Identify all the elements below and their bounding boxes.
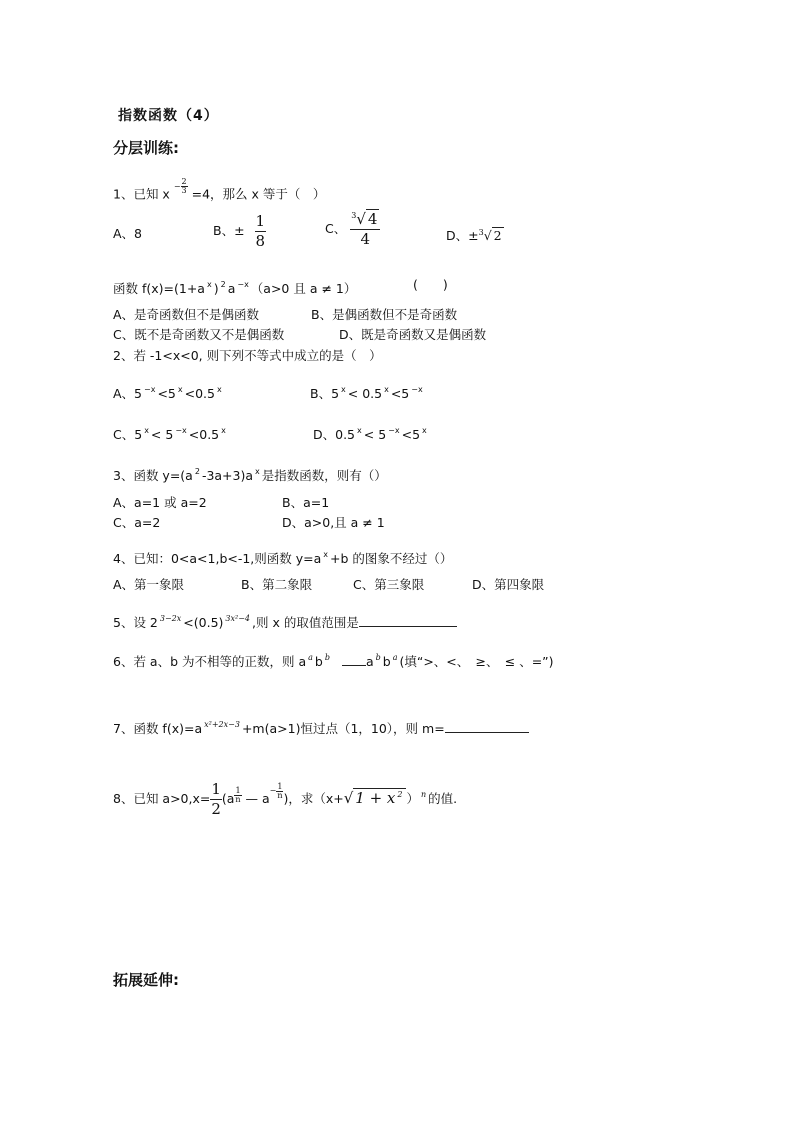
q8-exp-1	[234, 787, 241, 804]
q4-sup-x: x	[323, 550, 329, 559]
q1-prefix: 1、已知 x	[113, 186, 170, 202]
q1-exponent	[174, 178, 188, 195]
q1-c-root-index: 3	[351, 211, 357, 220]
parity-sup-2: 2	[220, 280, 226, 289]
q2-d-s1: x	[357, 426, 362, 435]
q8-rad-sup: 2	[397, 790, 403, 799]
q1-c-root: $^3$√ 4	[350, 212, 380, 230]
q1-c-label: C、	[325, 221, 347, 236]
q4-option-c: C、第三象限	[353, 577, 425, 592]
q6-stem-d: b	[382, 654, 391, 669]
q8-radicand-wrap	[353, 788, 406, 807]
q8-frac-den: 2	[211, 800, 221, 818]
q2-b-s1: x	[341, 385, 346, 394]
q4-option-b: B、第二象限	[241, 577, 313, 592]
q8-exp-2	[270, 783, 284, 800]
q2-c-s1: x	[144, 426, 149, 435]
q1-suffix: =4，那么 x 等于（ ）	[191, 186, 326, 202]
q2-option-d	[313, 423, 429, 443]
q1-b-fraction	[255, 214, 267, 249]
q1-option-a: A、8	[113, 226, 143, 241]
q4-stem-a: 4、已知：0<a<1,b<-1,则函数 y=a	[113, 551, 322, 566]
q8-stem-f: 的值.	[428, 791, 458, 806]
q8-e2-den: n	[277, 790, 283, 800]
parity-sup-negx: −x	[237, 280, 249, 289]
q1-c-radicand: 4	[367, 210, 378, 228]
q8-frac-num: 1	[211, 780, 221, 798]
q3-option-c: C、a=2	[113, 515, 161, 530]
question-parity-stem	[113, 277, 356, 297]
q2-c-s3: x	[221, 426, 226, 435]
q8-stem-d: )，求（x+	[283, 791, 344, 806]
q6-answer-blank[interactable]	[342, 652, 366, 666]
q1-d-root-index: 3	[478, 228, 484, 237]
q2-a-p1: A、5	[113, 386, 143, 401]
q2-b-p2: < 0.5	[347, 386, 383, 401]
q2-b-p3: <5	[390, 386, 410, 401]
q3-option-b: B、a=1	[282, 495, 330, 510]
q2-d-p1: D、0.5	[313, 427, 356, 442]
question-1-stem	[113, 178, 325, 203]
q2-a-s1: −x	[144, 385, 156, 394]
q2-a-p3: <0.5	[184, 386, 215, 401]
parity-option-a: A、是奇函数但不是偶函数	[113, 307, 260, 322]
q1-b-num: 1	[255, 212, 266, 230]
q8-e1-num: 1	[235, 786, 241, 795]
q8-stem-e: ）	[406, 791, 419, 806]
q5-answer-blank[interactable]	[359, 613, 457, 627]
q8-stem-a: 8、已知 a>0,x=	[113, 791, 211, 806]
q2-b-p1: B、5	[310, 386, 340, 401]
q8-radicand: 1 + x	[355, 789, 396, 807]
q1-b-label: B、±	[213, 223, 245, 238]
q6-sup-3: b	[375, 653, 381, 662]
q2-b-s2: x	[384, 385, 389, 394]
q8-sqrt: √ 1 + x $^2$	[344, 788, 407, 807]
q2-c-p1: C、5	[113, 427, 143, 442]
q7-stem-a: 7、函数 f(x)=a	[113, 721, 203, 736]
q1-exp-num: 2	[181, 177, 187, 186]
page-title: 指数函数（4）	[118, 108, 219, 124]
question-3-stem	[113, 464, 387, 484]
q2-d-p3: <5	[401, 427, 421, 442]
q2-a-p2: <5	[157, 386, 176, 401]
parity-option-b: B、是偶函数但不是奇函数	[311, 307, 458, 322]
parity-stem-d: （a>0 且 a ≠ 1）	[250, 281, 357, 296]
q1-exp-minus: −	[173, 181, 181, 191]
q7-answer-blank[interactable]	[445, 719, 529, 733]
q2-d-s2: −x	[388, 426, 400, 435]
question-2-stem: 2、若 -1<x<0, 则下列不等式中成立的是（ ）	[113, 348, 382, 363]
section-heading-layered: 分层训练:	[113, 139, 179, 157]
q4-stem-b: +b 的图象不经过（）	[330, 551, 453, 566]
q8-e2-num: 1	[277, 781, 283, 791]
q3-option-a: A、a=1 或 a=2	[113, 495, 207, 510]
q8-half-fraction	[210, 782, 222, 817]
q2-option-c	[113, 423, 228, 443]
q8-sup-n: n	[421, 790, 427, 799]
q6-stem-a: 6、若 a、b 为不相等的正数，则 a	[113, 654, 307, 669]
q1-option-d	[446, 225, 504, 244]
question-8-stem	[113, 775, 457, 819]
q3-stem-b: -3a+3)a	[201, 468, 254, 483]
q8-stem-c: — a	[245, 791, 270, 806]
q2-c-s2: −x	[175, 426, 187, 435]
q2-d-p2: < 5	[363, 427, 387, 442]
q3-stem-c: 是指数函数，则有（）	[261, 468, 387, 483]
parity-option-d: D、既是奇函数又是偶函数	[339, 327, 487, 342]
question-4-stem	[113, 547, 452, 567]
q1-d-label: D、±	[446, 228, 479, 244]
q5-stem-c: ,则 x 的取值范围是	[252, 615, 359, 630]
q2-option-a	[113, 382, 224, 402]
q6-sup-1: a	[308, 653, 313, 662]
q2-d-s3: x	[422, 426, 427, 435]
q1-exp-den: 3	[181, 186, 187, 195]
q6-sup-2: b	[324, 653, 330, 662]
parity-stem-c: a	[227, 281, 236, 296]
q6-stem-b: b	[314, 654, 323, 669]
q2-b-s3: −x	[411, 385, 423, 394]
q8-stem-b: (a	[221, 791, 235, 806]
q5-stem-b: <(0.5)	[183, 615, 224, 630]
q3-sup-x: x	[255, 467, 260, 476]
parity-answer-paren: ( )	[413, 277, 448, 292]
q6-sup-4: a	[392, 653, 398, 662]
parity-sup-x: x	[206, 280, 212, 289]
q1-d-radicand: 2	[493, 228, 502, 244]
section-heading-extension: 拓展延伸:	[113, 971, 179, 989]
q1-c-fraction	[350, 212, 380, 247]
q2-option-b	[310, 382, 425, 402]
parity-stem-a: 函数 f(x)=(1+a	[113, 281, 205, 296]
q5-sup-2: 3x²−4	[225, 614, 251, 623]
parity-option-c: C、既不是奇函数又不是偶函数	[113, 327, 285, 342]
q4-option-d: D、第四象限	[472, 577, 545, 592]
q1-option-c	[325, 212, 380, 247]
q1-c-den: 4	[360, 230, 371, 248]
parity-stem-b: )	[213, 281, 219, 296]
q2-a-s2: x	[177, 385, 183, 394]
q2-a-s3: x	[216, 385, 222, 394]
q8-e2-neg: −	[269, 786, 277, 795]
q1-b-den: 8	[255, 232, 266, 250]
q5-sup-1: 3−2x	[159, 614, 182, 623]
q3-option-d: D、a>0,且 a ≠ 1	[282, 515, 385, 530]
q6-stem-e: (填“>、<、 ≥、 ≤ 、=”)	[399, 654, 554, 669]
question-7-stem	[113, 717, 529, 737]
q1-option-b	[213, 214, 266, 249]
q7-sup-1: x²+2x−3	[204, 720, 240, 729]
q5-stem-a: 5、设 2	[113, 615, 158, 630]
q4-option-a: A、第一象限	[113, 577, 185, 592]
q1-d-root: $^3$√ 2	[478, 228, 502, 244]
q6-stem-c: a	[365, 654, 374, 669]
q3-stem-a: 3、函数 y=(a	[113, 468, 193, 483]
question-6-stem	[113, 650, 554, 670]
q2-c-p2: < 5	[150, 427, 174, 442]
q7-stem-b: +m(a>1)恒过点（1，10），则 m=	[241, 721, 445, 736]
q2-c-p3: <0.5	[188, 427, 220, 442]
q8-e1-den: n	[235, 795, 241, 804]
question-5-stem	[113, 611, 457, 631]
q3-sup-2: 2	[194, 467, 200, 476]
